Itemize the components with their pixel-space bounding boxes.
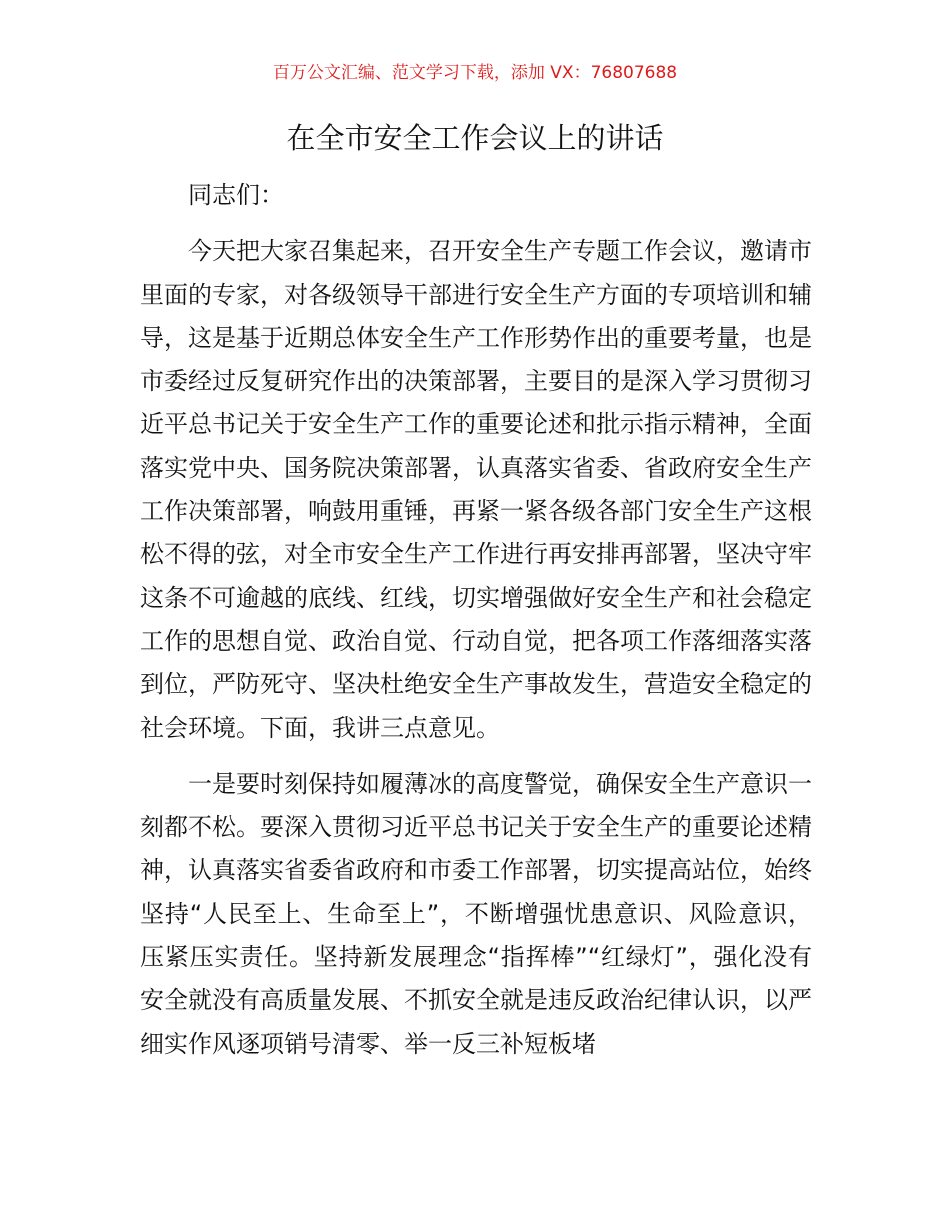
document-body	[140, 174, 812, 1079]
header-note: 百万公文汇编、范文学习下载，添加 VX：76807688	[272, 63, 678, 83]
salutation: 同志们：	[188, 181, 284, 209]
paragraph: 今天把大家召集起来，召开安全生产专题工作会议，邀请市里面的专家，对各级领导干部进行安全生产方面的专项培训和辅导，这是基于近期总体安全生产工作形势作出的重要考量，也是市委经过反复研究作出的决策部署，主要目的是深入学习贯彻习近平总书记关于安全生产工作的重要论述和批示指示精神，全面落实党中央、国务院决策部署，认真落实省委、省政府安全生产工作决策部署，响鼓用重锤，再紧一紧各级各部门安全生产这根松不得的弦，对全市安全生产工作进行再安排再部署，坚决守牢这条不可逾越的底线、红线，切实增强做好安全生产和社会稳定工作的思想自觉、政治自觉、行动自觉，把各项工作落细落实落到位，严防死守、坚决杜绝安全生产事故发生，营造安全稳定的社会环境。下面，我讲三点意见。	[140, 237, 812, 742]
page-title: 在全市安全工作会议上的讲话	[286, 121, 664, 155]
paragraph: 一是要时刻保持如履薄冰的高度警觉，确保安全生产意识一刻都不松。要深入贯彻习近平总书记关于安全生产的重要论述精神，认真落实省委省政府和市委工作部署，切实提高站位，始终坚持“人民至上、生命至上”，不断增强忧患意识、风险意识，压紧压实责任。坚持新发展理念“指挥棒”“红绿灯”，强化没有安全就没有高质量发展、不抓安全就是违反政治纪律认识，以严细实作风逐项销号清零、举一反三补短板堵	[140, 769, 812, 1058]
